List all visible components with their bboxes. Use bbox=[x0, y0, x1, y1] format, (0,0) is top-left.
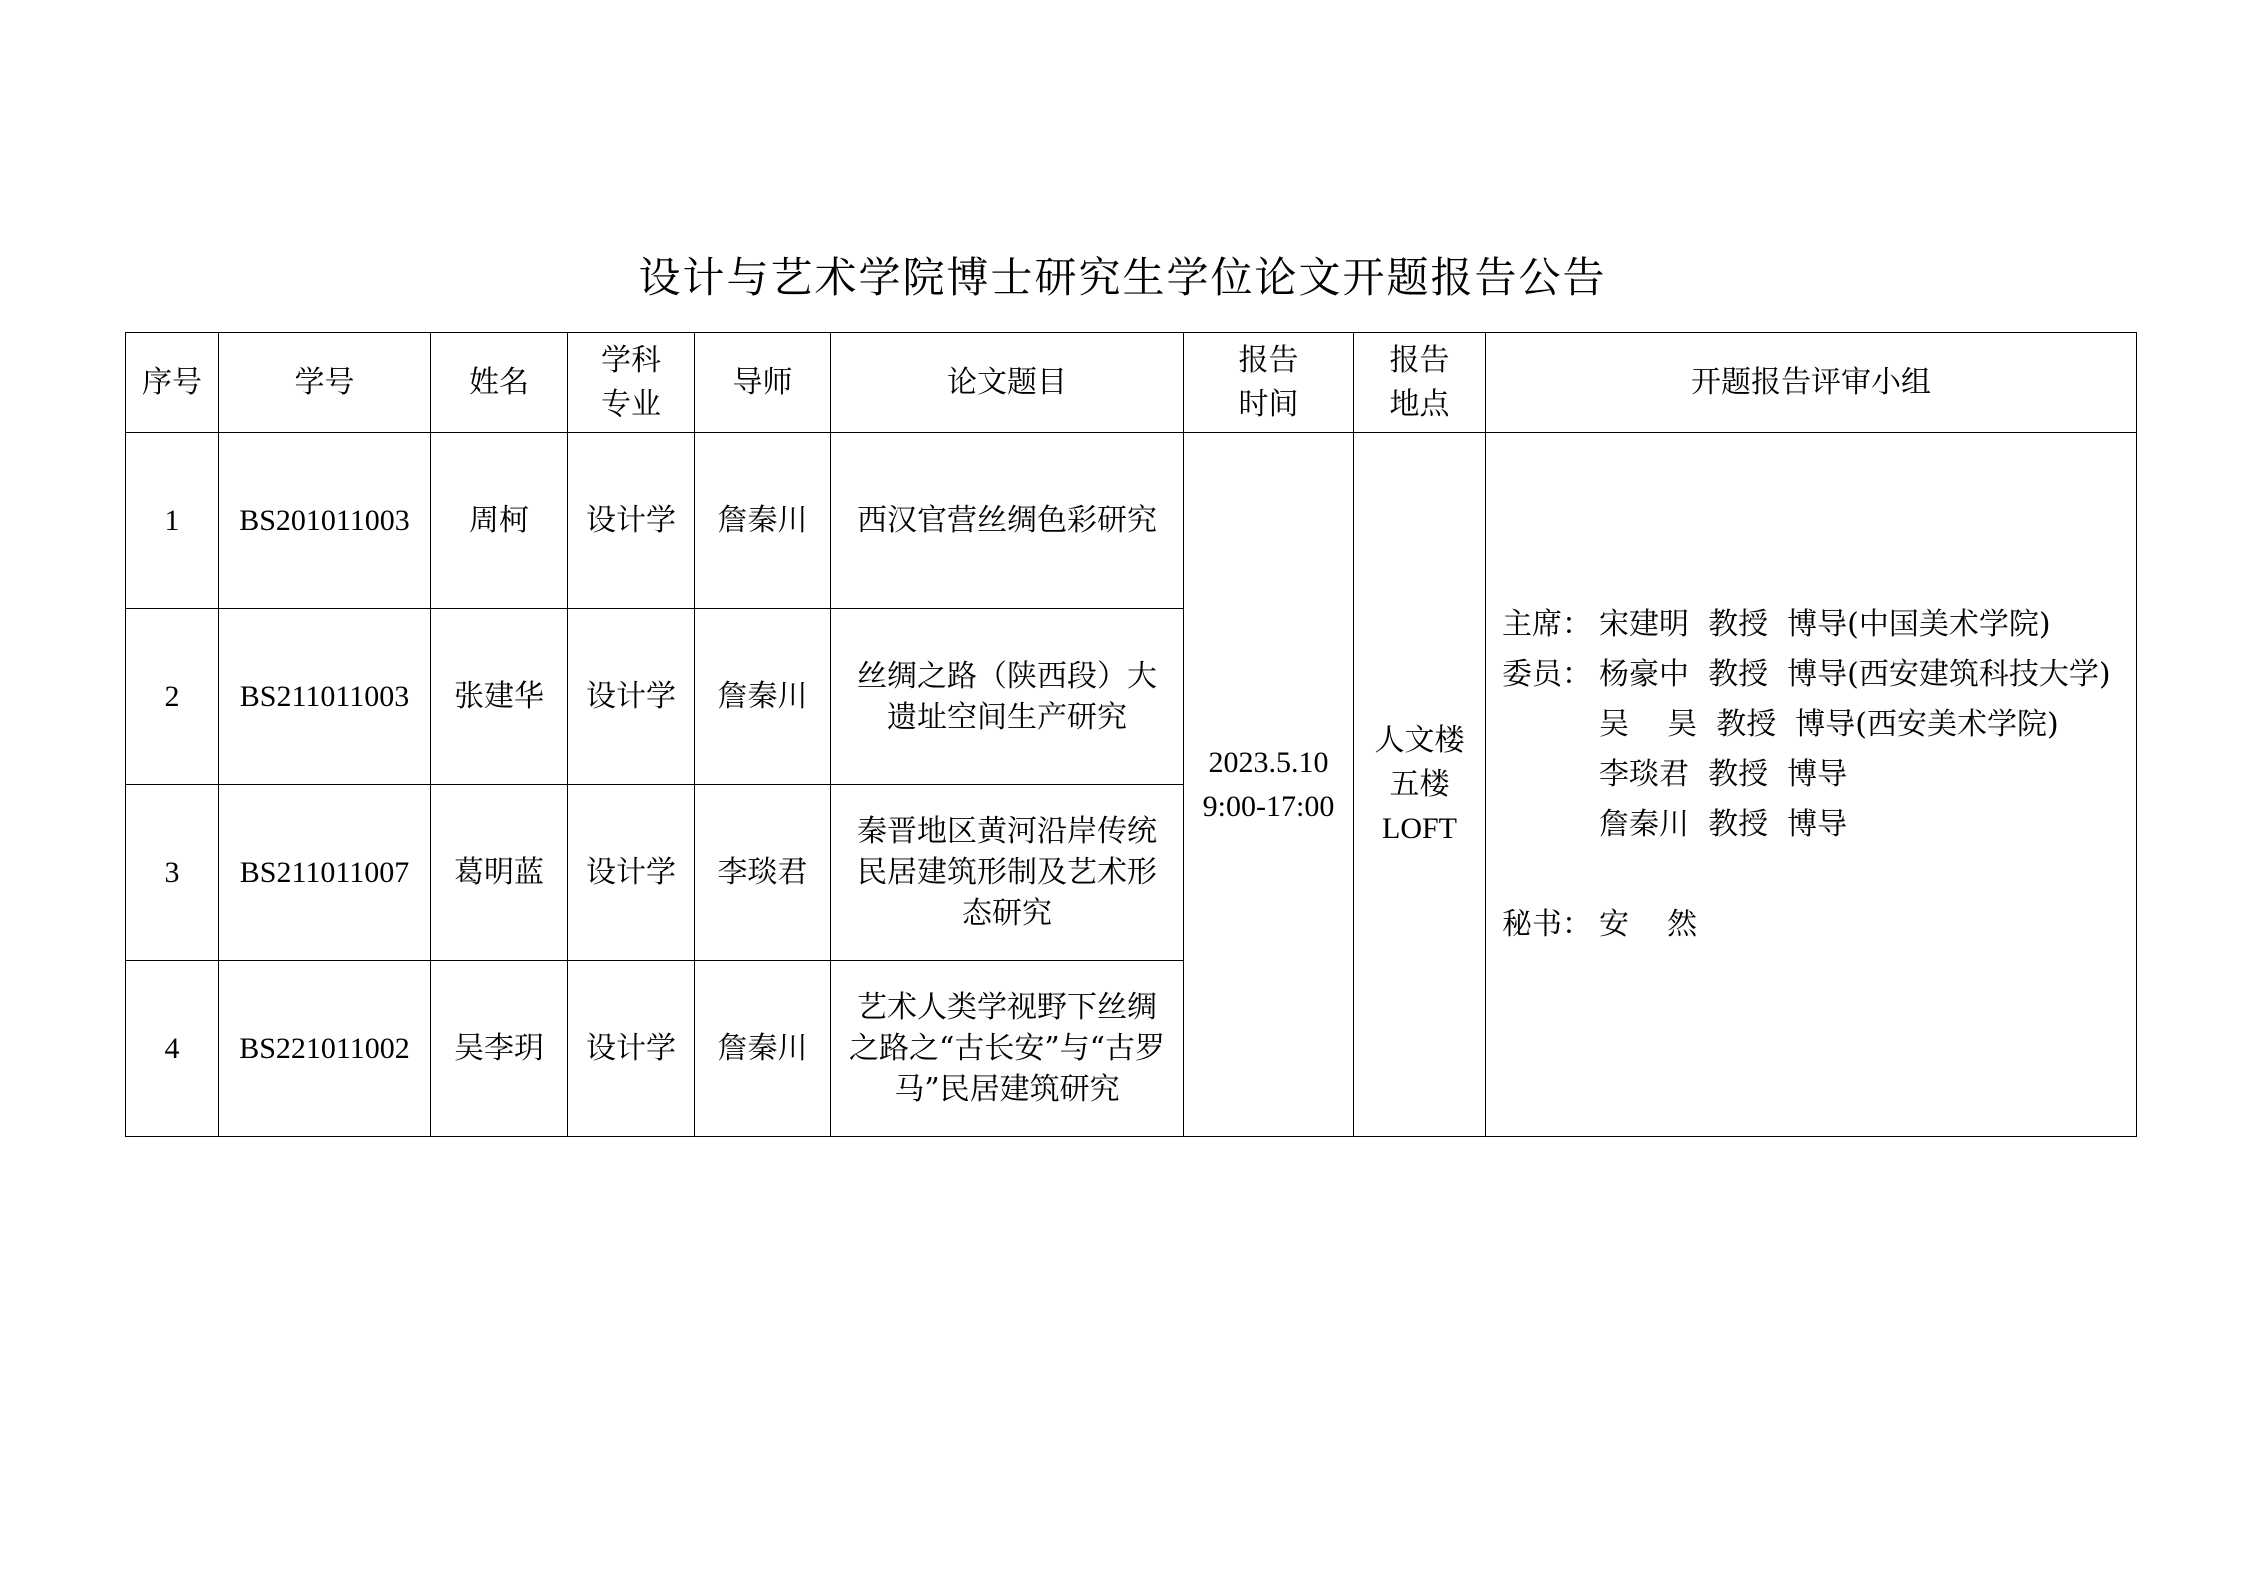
report-place-line1: 人文楼 bbox=[1374, 722, 1465, 758]
report-place-line2: 五楼 bbox=[1389, 766, 1450, 802]
header-major bbox=[568, 333, 695, 433]
header-time bbox=[1184, 333, 1354, 433]
header-place-line1: 报告 bbox=[1389, 342, 1450, 378]
panel-member-line bbox=[1502, 800, 2136, 850]
panel-member: 杨豪中 教授 博导(西安建筑科技大学) bbox=[1599, 656, 2111, 692]
row-student-id: BS201011003 bbox=[219, 433, 431, 609]
page-title: 设计与艺术学院博士研究生学位论文开题报告公告 bbox=[638, 253, 1607, 302]
panel-secretary-role: 秘书： bbox=[1502, 906, 1592, 942]
header-advisor: 导师 bbox=[695, 333, 831, 433]
row-name: 张建华 bbox=[431, 609, 568, 785]
panel-chair: 宋建明 教授 博导(中国美术学院) bbox=[1599, 606, 2051, 642]
panel-chair-role: 主席： bbox=[1502, 606, 1592, 642]
report-place-line3: LOFT bbox=[1382, 811, 1457, 845]
row-major: 设计学 bbox=[568, 609, 695, 785]
report-time-cell bbox=[1184, 433, 1354, 1137]
row-name: 周柯 bbox=[431, 433, 568, 609]
header-topic: 论文题目 bbox=[831, 333, 1184, 433]
header-time-line1: 报告 bbox=[1238, 342, 1299, 378]
report-place-cell bbox=[1354, 433, 1486, 1137]
panel-member: 詹秦川 教授 博导 bbox=[1599, 806, 1848, 842]
row-seq: 4 bbox=[126, 961, 219, 1137]
row-seq: 1 bbox=[126, 433, 219, 609]
report-date: 2023.5.10 bbox=[1208, 745, 1329, 779]
panel-member: 吴 昊 教授 博导(西安美术学院) bbox=[1599, 706, 2059, 742]
row-seq: 2 bbox=[126, 609, 219, 785]
header-name: 姓名 bbox=[431, 333, 568, 433]
row-major: 设计学 bbox=[568, 785, 695, 961]
panel-member-line bbox=[1502, 750, 2136, 800]
review-panel-cell bbox=[1486, 433, 2137, 1137]
row-topic: 丝绸之路（陕西段）大遗址空间生产研究 bbox=[831, 609, 1184, 785]
header-time-line2: 时间 bbox=[1238, 386, 1299, 422]
panel-member: 李琰君 教授 博导 bbox=[1599, 756, 1848, 792]
header-major-line2: 专业 bbox=[601, 386, 661, 422]
row-major: 设计学 bbox=[568, 433, 695, 609]
table-header-row bbox=[126, 333, 2137, 433]
panel-secretary: 安 然 bbox=[1599, 906, 1698, 942]
row-student-id: BS221011002 bbox=[219, 961, 431, 1137]
panel-secretary-line bbox=[1502, 900, 2136, 950]
panel-chair-line bbox=[1502, 600, 2136, 650]
header-seq: 序号 bbox=[126, 333, 219, 433]
row-major: 设计学 bbox=[568, 961, 695, 1137]
panel-member-line bbox=[1502, 700, 2136, 750]
row-topic: 秦晋地区黄河沿岸传统民居建筑形制及艺术形态研究 bbox=[831, 785, 1184, 961]
row-topic: 艺术人类学视野下丝绸之路之“古长安”与“古罗马”民居建筑研究 bbox=[831, 961, 1184, 1137]
header-place-line2: 地点 bbox=[1389, 386, 1450, 422]
row-advisor: 詹秦川 bbox=[695, 609, 831, 785]
row-student-id: BS211011007 bbox=[219, 785, 431, 961]
row-topic: 西汉官营丝绸色彩研究 bbox=[831, 433, 1184, 609]
panel-member-line bbox=[1502, 650, 2136, 700]
row-advisor: 詹秦川 bbox=[695, 433, 831, 609]
row-advisor: 李琰君 bbox=[695, 785, 831, 961]
row-name: 吴李玥 bbox=[431, 961, 568, 1137]
report-time: 9:00-17:00 bbox=[1202, 789, 1335, 823]
row-name: 葛明蓝 bbox=[431, 785, 568, 961]
panel-members-role: 委员： bbox=[1502, 656, 1592, 692]
row-seq: 3 bbox=[126, 785, 219, 961]
table-row bbox=[126, 433, 2137, 609]
defense-schedule-table bbox=[125, 332, 2137, 1137]
header-major-line1: 学科 bbox=[601, 342, 661, 378]
row-student-id: BS211011003 bbox=[219, 609, 431, 785]
review-panel bbox=[1502, 600, 2136, 950]
header-place bbox=[1354, 333, 1486, 433]
row-advisor: 詹秦川 bbox=[695, 961, 831, 1137]
header-panel: 开题报告评审小组 bbox=[1486, 333, 2137, 433]
header-student-id: 学号 bbox=[219, 333, 431, 433]
